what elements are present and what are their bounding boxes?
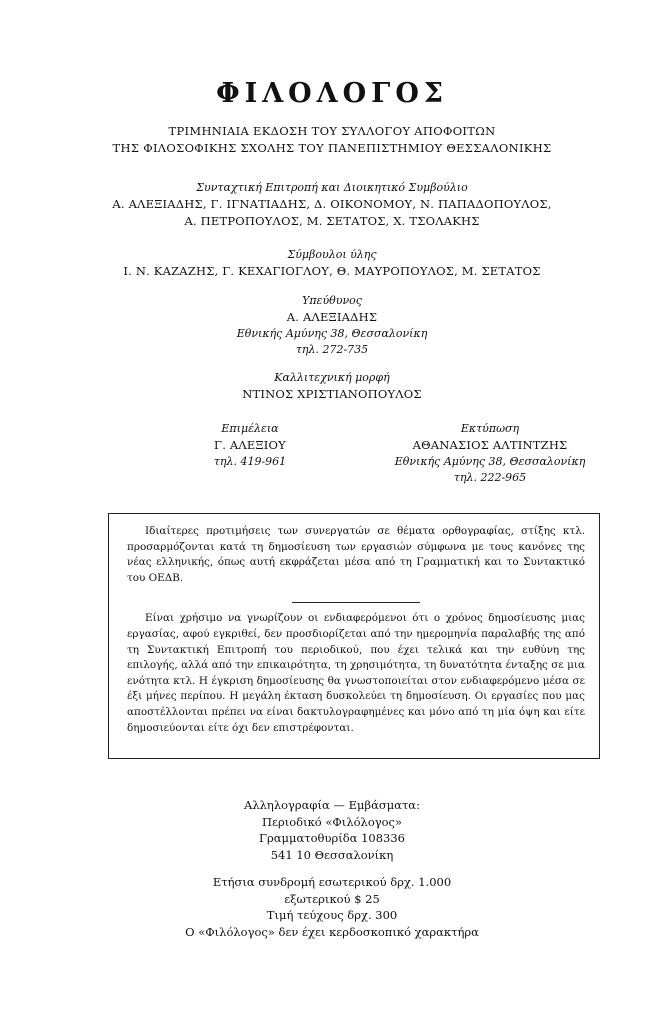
art-role: Καλλιτεχνική μορφή — [274, 371, 390, 384]
printing-address: Εθνικής Αμύνης 38, Θεσσαλονίκη — [394, 455, 586, 468]
responsible-role: Υπεύθυνος — [302, 294, 362, 307]
editing-phone: τηλ. 419-961 — [213, 455, 287, 468]
notice-paragraph: Ιδιαίτερες προτιμήσεις των συνεργατών σε θέματα ορθογραφίας, στίξης κτλ. προσαρμόζονται κατά τη δημοσίευση των εργασιών σύμφωνα με τους κανόνες της νέας ελληνικής, όπως αυτή εκφράζεται μέσα από τη Γραμματική και το Συντακτικό του ΟΕΔΒ. — [127, 525, 585, 584]
committee-role: Συνταχτική Επιτροπή και Διοικητικό Συμβούλιο — [196, 181, 468, 194]
correspondence-line: Περιοδικό «Φιλόλογος» — [261, 814, 403, 829]
subscription-line: Ετήσια συνδρομή εσωτερικού δρχ. 1.000 — [212, 875, 452, 889]
subscription-line: Τιμή τεύχους δρχ. 300 — [266, 908, 398, 922]
committee-names: Α. ΠΕΤΡΟΠΟΥΛΟΣ, Μ. ΣΕΤΑΤΟΣ, Χ. ΤΣΟΛΑΚΗΣ — [184, 214, 480, 228]
printing-role: Εκτύπωση — [460, 422, 520, 435]
printing-credit — [378, 421, 602, 486]
advisors-role: Σύμβουλοι ύλης — [287, 248, 377, 261]
content-advisors — [0, 247, 664, 280]
subscription-line: Ο «Φιλόλογος» δεν έχει κερδοσκοπικό χαρακτήρα — [185, 924, 479, 939]
printing-name: ΑΘΑΝΑΣΙΟΣ ΑΛΤΙΝΤΖΗΣ — [412, 438, 568, 452]
art-name: ΝΤΙΝΟΣ ΧΡΙΣΤΙΑΝΟΠΟΥΛΟΣ — [242, 387, 422, 401]
advisors-names: Ι. Ν. ΚΑΖΑΖΗΣ, Γ. ΚΕΧΑΓΙΟΓΛΟΥ, Θ. ΜΑΥΡΟΠΟΥΛΟΣ, Μ. ΣΕΤΑΤΟΣ — [123, 264, 541, 278]
notice-box — [108, 513, 600, 759]
correspondence-address — [0, 797, 664, 863]
correspondence-line: Γραμματοθυρίδα 108336 — [259, 831, 405, 845]
subscription-info — [0, 874, 664, 940]
responsible-person — [0, 293, 664, 358]
responsible-address: Εθνικής Αμύνης 38, Θεσσαλονίκη — [236, 327, 428, 340]
printing-phone: τηλ. 222-965 — [453, 471, 527, 484]
responsible-phone: τηλ. 272-735 — [295, 343, 369, 356]
art-direction — [0, 370, 664, 403]
correspondence-line: Αλληλογραφία — Εμβάσματα: — [244, 798, 420, 812]
editorial-committee — [0, 180, 664, 230]
committee-names: Α. ΑΛΕΞΙΑΔΗΣ, Γ. ΙΓΝΑΤΙΑΔΗΣ, Δ. ΟΙΚΟΝΟΜΟΥ, Ν. ΠΑΠΑΔΟΠΟΥΛΟΣ, — [112, 197, 552, 211]
subscription-line: εξωτερικού $ 25 — [284, 891, 380, 906]
editing-role: Επιμέλεια — [221, 422, 279, 435]
notice-divider — [292, 602, 420, 603]
subtitle-line: ΤΗΣ ΦΙΛΟΣΟΦΙΚΗΣ ΣΧΟΛΗΣ ΤΟΥ ΠΑΝΕΠΙΣΤΗΜΙΟΥ ΘΕΣΣΑΛΟΝΙΚΗΣ — [112, 141, 552, 155]
editing-credit — [160, 421, 340, 470]
correspondence-line: 541 10 Θεσσαλονίκη — [270, 847, 394, 862]
subtitle-line: ΤΡΙΜΗΝΙΑΙΑ ΕΚΔΟΣΗ ΤΟΥ ΣΥΛΛΟΓΟΥ ΑΠΟΦΟΙΤΩΝ — [168, 124, 496, 138]
journal-subtitle — [0, 123, 664, 157]
notice-paragraph: Είναι χρήσιμο να γνωρίζουν οι ενδιαφερόμενοι ότι ο χρόνος δημοσίευσης μιας εργασίας, αφού εγκριθεί, δεν προσδιορίζεται από την ημερομηνία παραλαβής της από τη Συντακτική Επιτροπή του περιοδικού, που έχει τελικά και την ευθύνη της επιλογής, αλλά από την επικαιρότητα, τη χρησιμότητα, τη δυνατότητα ένταξης σε μια ενότητα κτλ. Η έγκριση δημοσίευσης θα γνωστοποιείται στον ενδιαφερόμενο μέσα σε έξι μήνες περίπου. Η μεγάλη έκταση δυσκολεύει τη δημοσίευση. Οι εργασίες που μας αποστέλλονται πρέπει να είναι δακτυλογραφημένες και μόνο από τη μία όψη και είτε δημοσιεύονται είτε όχι δεν επιστρέφονται. — [127, 612, 585, 734]
responsible-name: Α. ΑΛΕΞΙΑΔΗΣ — [286, 310, 378, 324]
journal-title: ΦΙΛΟΛΟΓΟΣ — [216, 78, 448, 109]
editing-name: Γ. ΑΛΕΞΙΟΥ — [214, 438, 286, 452]
